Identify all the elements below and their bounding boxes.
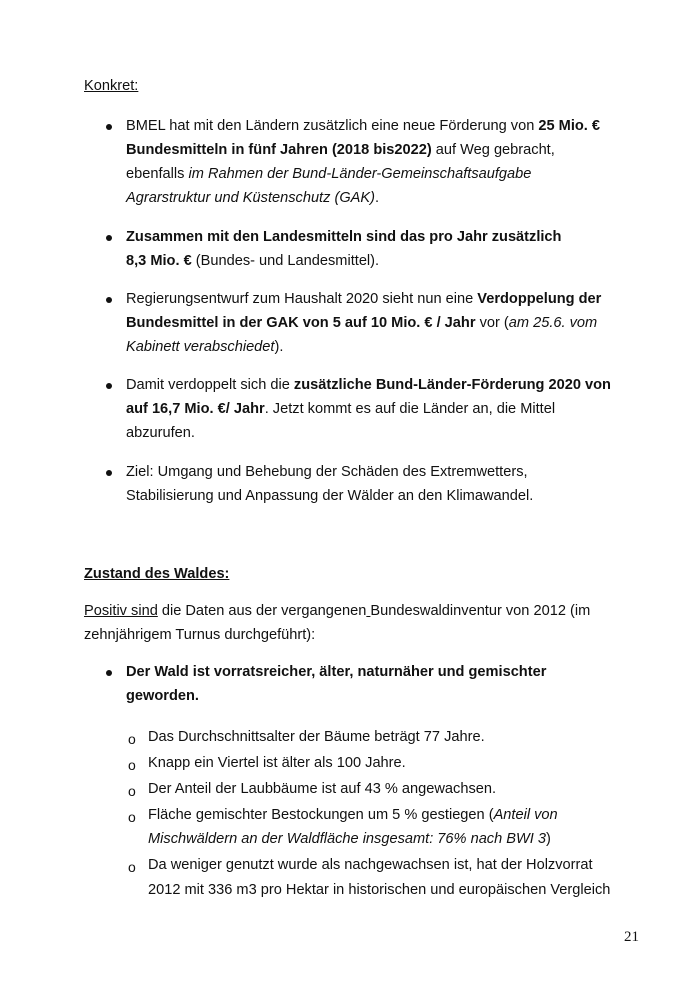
text-run: Zusammen mit den Landesmitteln sind das pro Jahr zusätzlich [126,229,562,245]
text-line [126,142,555,158]
text-line [148,807,558,823]
text-run: Anteil von [493,807,558,823]
text-run: Fläche gemischter Bestockungen um 5 % gestiegen ( [148,807,494,823]
text-line [126,425,195,441]
text-run: Damit verdoppelt sich die [126,377,294,393]
bullet-icon [106,124,112,130]
text-run: ). [274,339,284,355]
text-line [148,882,610,898]
text-line [126,688,199,704]
text-run: 2012 mit 336 m3 pro Hektar in historischen und europäischen Vergleich [148,882,611,898]
text-run: geworden. [126,688,199,704]
text-run: . [375,190,380,206]
text-line [126,339,283,355]
bullet-icon [106,383,112,389]
text-run: im Rahmen der Bund-Länder-Gemeinschaftsaufgabe [188,166,532,182]
section-heading-zustand: Zustand des Waldes: [84,566,230,582]
text-line [126,253,379,269]
sub-bullet-marker: o [128,859,136,875]
text-line [126,190,379,206]
bullet-icon [106,297,112,303]
text-line [148,831,551,847]
text-run: Mischwäldern an der Waldfläche insgesamt: 76% nach BWI 3 [148,831,547,847]
text-line [126,377,611,393]
text-run: Da weniger genutzt wurde als nachgewachsen ist, hat der Holzvorrat [148,857,593,873]
text-run: Bundesmitteln in fünf Jahren (2018 bis2022) [126,142,432,158]
intro-line [84,627,315,643]
sub-bullet-marker: o [128,783,136,799]
text-line [126,401,555,417]
text-run: Das Durchschnittsalter der Bäume beträgt 77 Jahre. [148,729,485,745]
text-run: Regierungsentwurf zum Haushalt 2020 sieht nun eine [126,291,478,307]
text-run: Kabinett verabschiedet [126,339,275,355]
text-line [126,118,600,134]
text-run: zusätzliche Bund-Länder-Förderung 2020 von [293,377,611,393]
text-line [126,291,601,307]
text-line [148,729,485,745]
text-run: vor ( [475,315,509,331]
text-run: (Bundes- und Landesmittel). [191,253,380,269]
text-run: Agrarstruktur und Küstenschutz (GAK) [126,190,376,206]
page-number: 21 [624,929,639,945]
text-line [126,664,546,680]
text-run: am 25.6. vom [508,315,598,331]
text-run: . Jetzt kommt es auf die Länder an, die Mittel [264,401,556,417]
text-run: auf Weg gebracht, [431,142,555,158]
text-run: Der Wald ist vorratsreicher, älter, naturnäher und gemischter [126,664,547,680]
text-run: ) [546,831,551,847]
text-run: 8,3 Mio. € [126,253,192,269]
bullet-icon [106,670,112,676]
sub-bullet-marker: o [128,731,136,747]
text-run: Verdoppelung der [477,291,602,307]
text-line [126,315,597,331]
text-line [148,781,496,797]
text-run: Positiv sind [84,603,158,619]
text-run: Bundesmittel in der GAK von 5 auf 10 Mio. € / Jahr [126,315,476,331]
text-run: Knapp ein Viertel ist älter als 100 Jahre. [148,755,406,771]
text-run: ebenfalls [126,166,189,182]
text-run: 25 Mio. € [538,118,601,134]
text-line [126,488,533,504]
text-run: Ziel: Umgang und Behebung der Schäden des Extremwetters, [126,464,528,480]
text-run: Bundeswaldinventur von 2012 (im [370,603,591,619]
text-line [126,229,561,245]
text-line [148,857,593,873]
text-run: abzurufen. [126,425,195,441]
text-line [126,464,528,480]
bullet-icon [106,470,112,476]
text-run: auf 16,7 Mio. €/ Jahr [126,401,265,417]
text-run: BMEL hat mit den Ländern zusätzlich eine neue Förderung von [126,118,539,134]
text-run: Stabilisierung und Anpassung der Wälder an den Klimawandel. [126,488,534,504]
text-run: zehnjährigem Turnus durchgeführt): [84,627,316,643]
sub-bullet-marker: o [128,757,136,773]
sub-bullet-marker: o [128,809,136,825]
bullet-icon [106,235,112,241]
text-run: die Daten aus der vergangenen [157,603,367,619]
section-heading-konkret: Konkret: [84,78,139,94]
text-line [148,755,406,771]
text-run: Der Anteil der Laubbäume ist auf 43 % angewachsen. [148,781,497,797]
text-line [126,166,531,182]
intro-line [84,603,590,619]
